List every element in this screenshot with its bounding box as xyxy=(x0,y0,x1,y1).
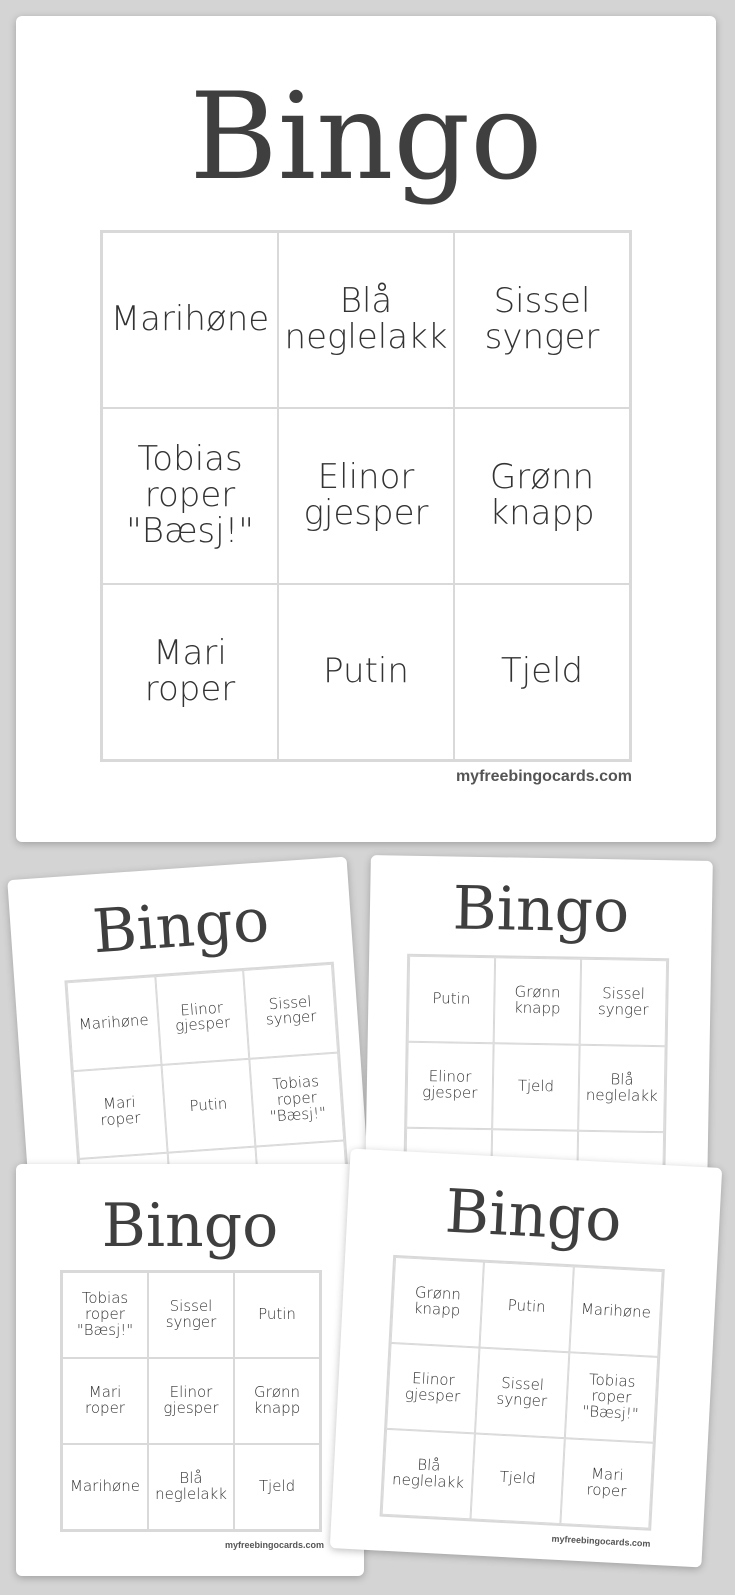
bingo-cell: Marihøne xyxy=(67,976,162,1071)
bingo-cell: Grønn knapp xyxy=(234,1358,320,1444)
brand-watermark: myfreebingocards.com xyxy=(551,1533,651,1549)
bingo-cell: Putin xyxy=(234,1272,320,1358)
bingo-cell: Blå neglelakk xyxy=(382,1429,476,1520)
brand-watermark: myfreebingocards.com xyxy=(224,1540,324,1550)
bingo-cell[interactable]: Blå neglelakk xyxy=(278,232,454,408)
bingo-grid xyxy=(380,1255,665,1531)
bingo-cell[interactable]: Elinor gjesper xyxy=(278,408,454,584)
card-title: Bingo xyxy=(101,1191,279,1261)
preview-card-4 xyxy=(330,1149,722,1568)
bingo-cell: Sissel synger xyxy=(475,1348,569,1439)
bingo-cell: Sissel synger xyxy=(580,959,667,1046)
bingo-cell: Putin xyxy=(161,1058,256,1153)
bingo-cell: Tobias roper "Bæsj!" xyxy=(250,1052,345,1147)
card-title: Bingo xyxy=(443,1176,624,1256)
bingo-cell: Tjeld xyxy=(492,1043,579,1130)
card-title: Bingo xyxy=(452,873,630,947)
bingo-cell[interactable]: Marihøne xyxy=(102,232,278,408)
bingo-cell: Blå neglelakk xyxy=(148,1444,234,1530)
card-title: Bingo xyxy=(90,885,272,968)
preview-card-1 xyxy=(7,857,368,1200)
bingo-cell: Tjeld xyxy=(471,1433,565,1524)
bingo-cell: Mari roper xyxy=(73,1065,168,1160)
bingo-grid xyxy=(100,230,632,762)
bingo-cell[interactable]: Putin xyxy=(278,584,454,760)
bingo-cell: Marihøne xyxy=(62,1444,148,1530)
bingo-cell: Putin xyxy=(480,1262,574,1353)
bingo-cell: Putin xyxy=(408,956,495,1043)
bingo-cell: Mari roper xyxy=(62,1358,148,1444)
bingo-cell: Elinor gjesper xyxy=(386,1343,480,1434)
bingo-cell: Sissel synger xyxy=(243,964,338,1059)
bingo-cell: Tjeld xyxy=(234,1444,320,1530)
bingo-cell: Tobias roper "Bæsj!" xyxy=(565,1352,659,1443)
bingo-grid xyxy=(60,1270,322,1532)
bingo-cell: Elinor gjesper xyxy=(155,970,250,1065)
bingo-cell[interactable]: Mari roper xyxy=(102,584,278,760)
main-bingo-card xyxy=(16,16,716,842)
card-title: Bingo xyxy=(189,68,543,207)
bingo-cell: Sissel synger xyxy=(148,1272,234,1358)
brand-watermark: myfreebingocards.com xyxy=(455,768,632,785)
bingo-cell[interactable]: Sissel synger xyxy=(454,232,630,408)
preview-card-3 xyxy=(16,1164,364,1576)
bingo-cell[interactable]: Tobias roper "Bæsj!" xyxy=(102,408,278,584)
bingo-cell: Grønn knapp xyxy=(391,1257,485,1348)
bingo-cell: Blå neglelakk xyxy=(578,1045,665,1132)
preview-card-2 xyxy=(365,855,713,1191)
bingo-cell: Grønn knapp xyxy=(494,957,581,1044)
bingo-cell: Elinor gjesper xyxy=(406,1042,493,1129)
bingo-cell: Elinor gjesper xyxy=(148,1358,234,1444)
bingo-cell[interactable]: Grønn knapp xyxy=(454,408,630,584)
bingo-cell: Tobias roper "Bæsj!" xyxy=(62,1272,148,1358)
bingo-cell[interactable]: Tjeld xyxy=(454,584,630,760)
bingo-cell: Marihøne xyxy=(569,1266,663,1357)
bingo-cell: Mari roper xyxy=(560,1438,654,1529)
